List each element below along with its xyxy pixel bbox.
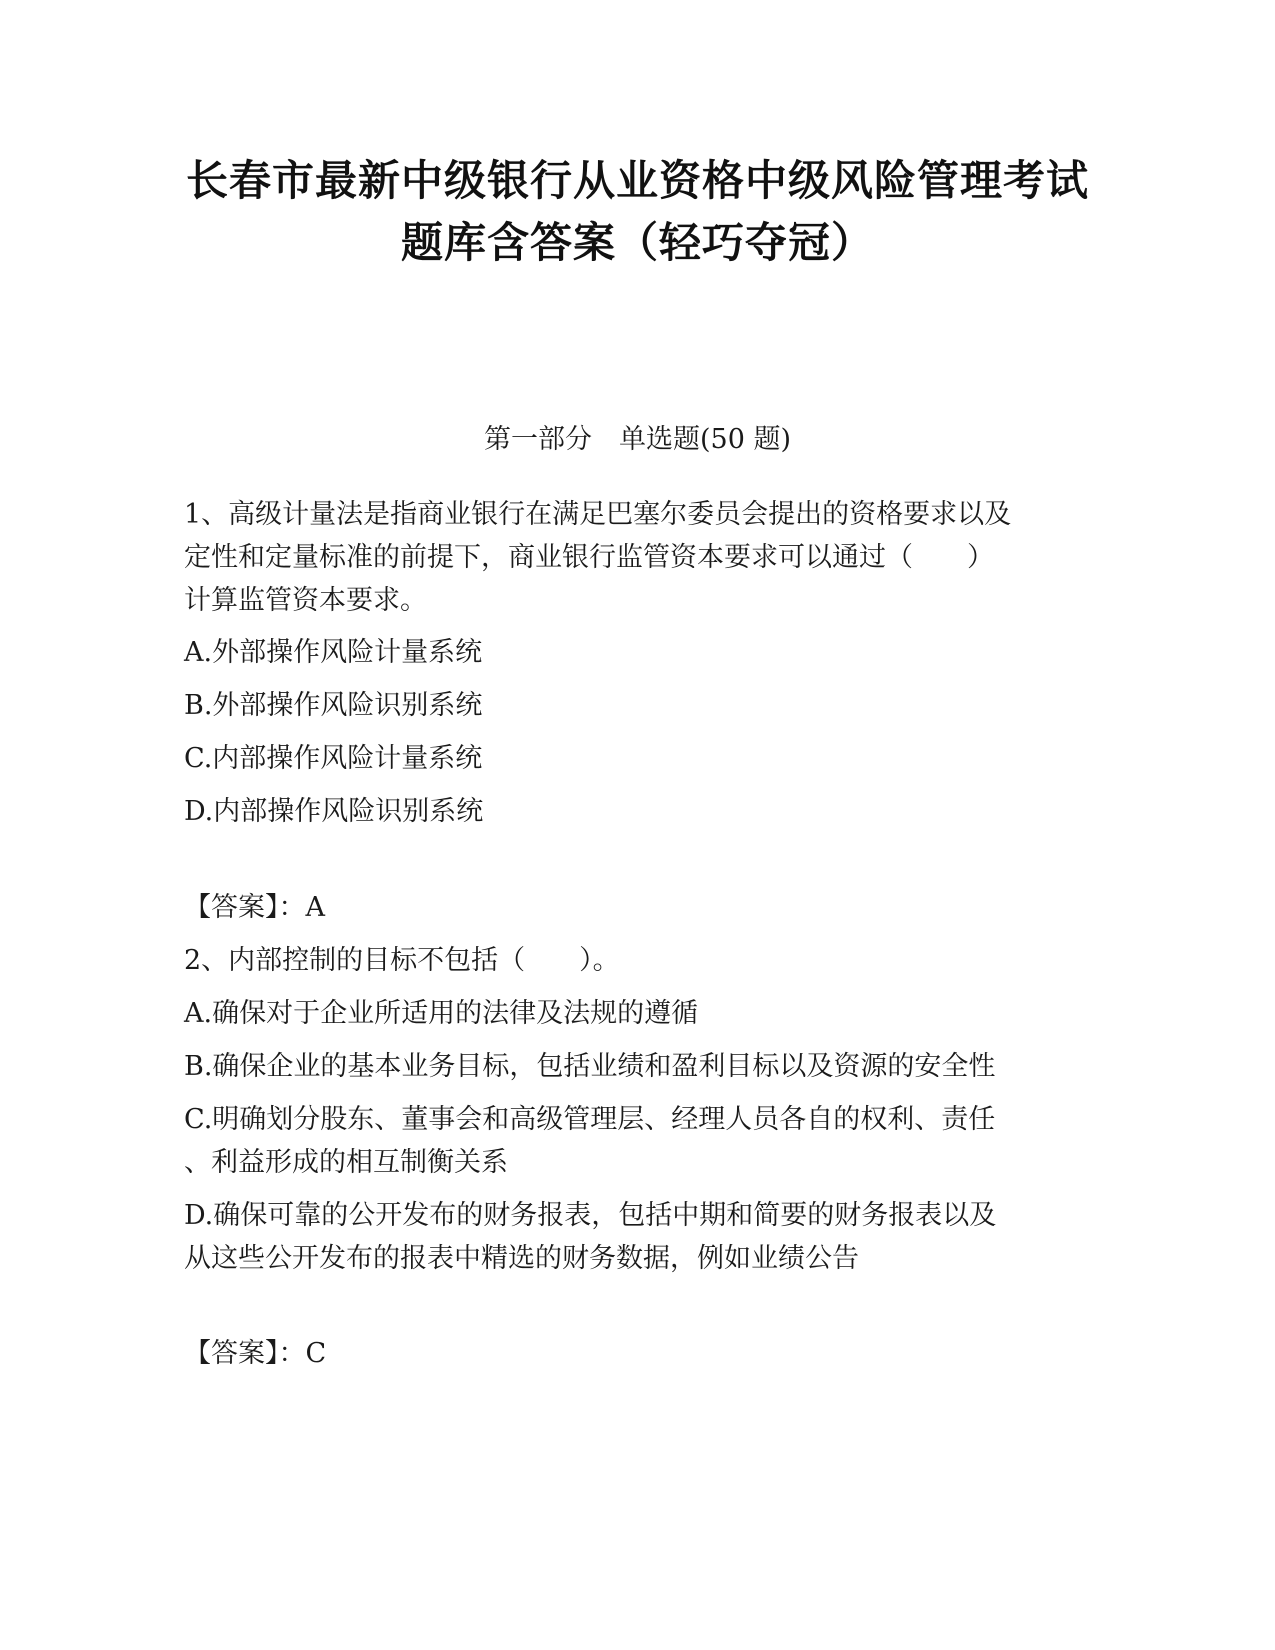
question-1-stem-line-1: 1、高级计量法是指商业银行在满足巴塞尔委员会提出的资格要求以及 <box>184 499 1012 530</box>
question-2-stem-line-1: 2、内部控制的目标不包括（ ）。 <box>184 945 620 976</box>
question-1-answer: 【答案】：A <box>184 892 325 923</box>
question-1-option-b: B.外部操作风险识别系统 <box>184 690 483 721</box>
question-2-option-d-line-2: 从这些公开发布的报表中精选的财务数据，例如业绩公告 <box>184 1243 859 1274</box>
document-title-line-2: 题库含答案（轻巧夺冠） <box>400 218 874 267</box>
question-2-option-a: A.确保对于企业所适用的法律及法规的遵循 <box>184 998 699 1029</box>
question-2-option-d-line-1: D.确保可靠的公开发布的财务报表，包括中期和简要的财务报表以及 <box>184 1200 997 1231</box>
document-title-line-1: 长春市最新中级银行从业资格中级风险管理考试 <box>185 156 1089 205</box>
question-1-option-d: D.内部操作风险识别系统 <box>184 796 484 827</box>
section-heading: 第一部分 单选题(50 题) <box>483 424 791 455</box>
question-1-stem-line-3: 计算监管资本要求。 <box>184 585 427 616</box>
question-2-answer: 【答案】：C <box>184 1338 327 1369</box>
question-2-option-b: B.确保企业的基本业务目标，包括业绩和盈利目标以及资源的安全性 <box>184 1051 996 1082</box>
question-1-option-c: C.内部操作风险计量系统 <box>184 743 483 774</box>
question-2-option-c-line-2: 、利益形成的相互制衡关系 <box>184 1147 508 1178</box>
question-1-stem-line-2: 定性和定量标准的前提下，商业银行监管资本要求可以通过（ ） <box>184 542 994 573</box>
question-1-option-a: A.外部操作风险计量系统 <box>184 637 483 668</box>
question-2-option-c-line-1: C.明确划分股东、董事会和高级管理层、经理人员各自的权利、责任 <box>184 1104 996 1135</box>
